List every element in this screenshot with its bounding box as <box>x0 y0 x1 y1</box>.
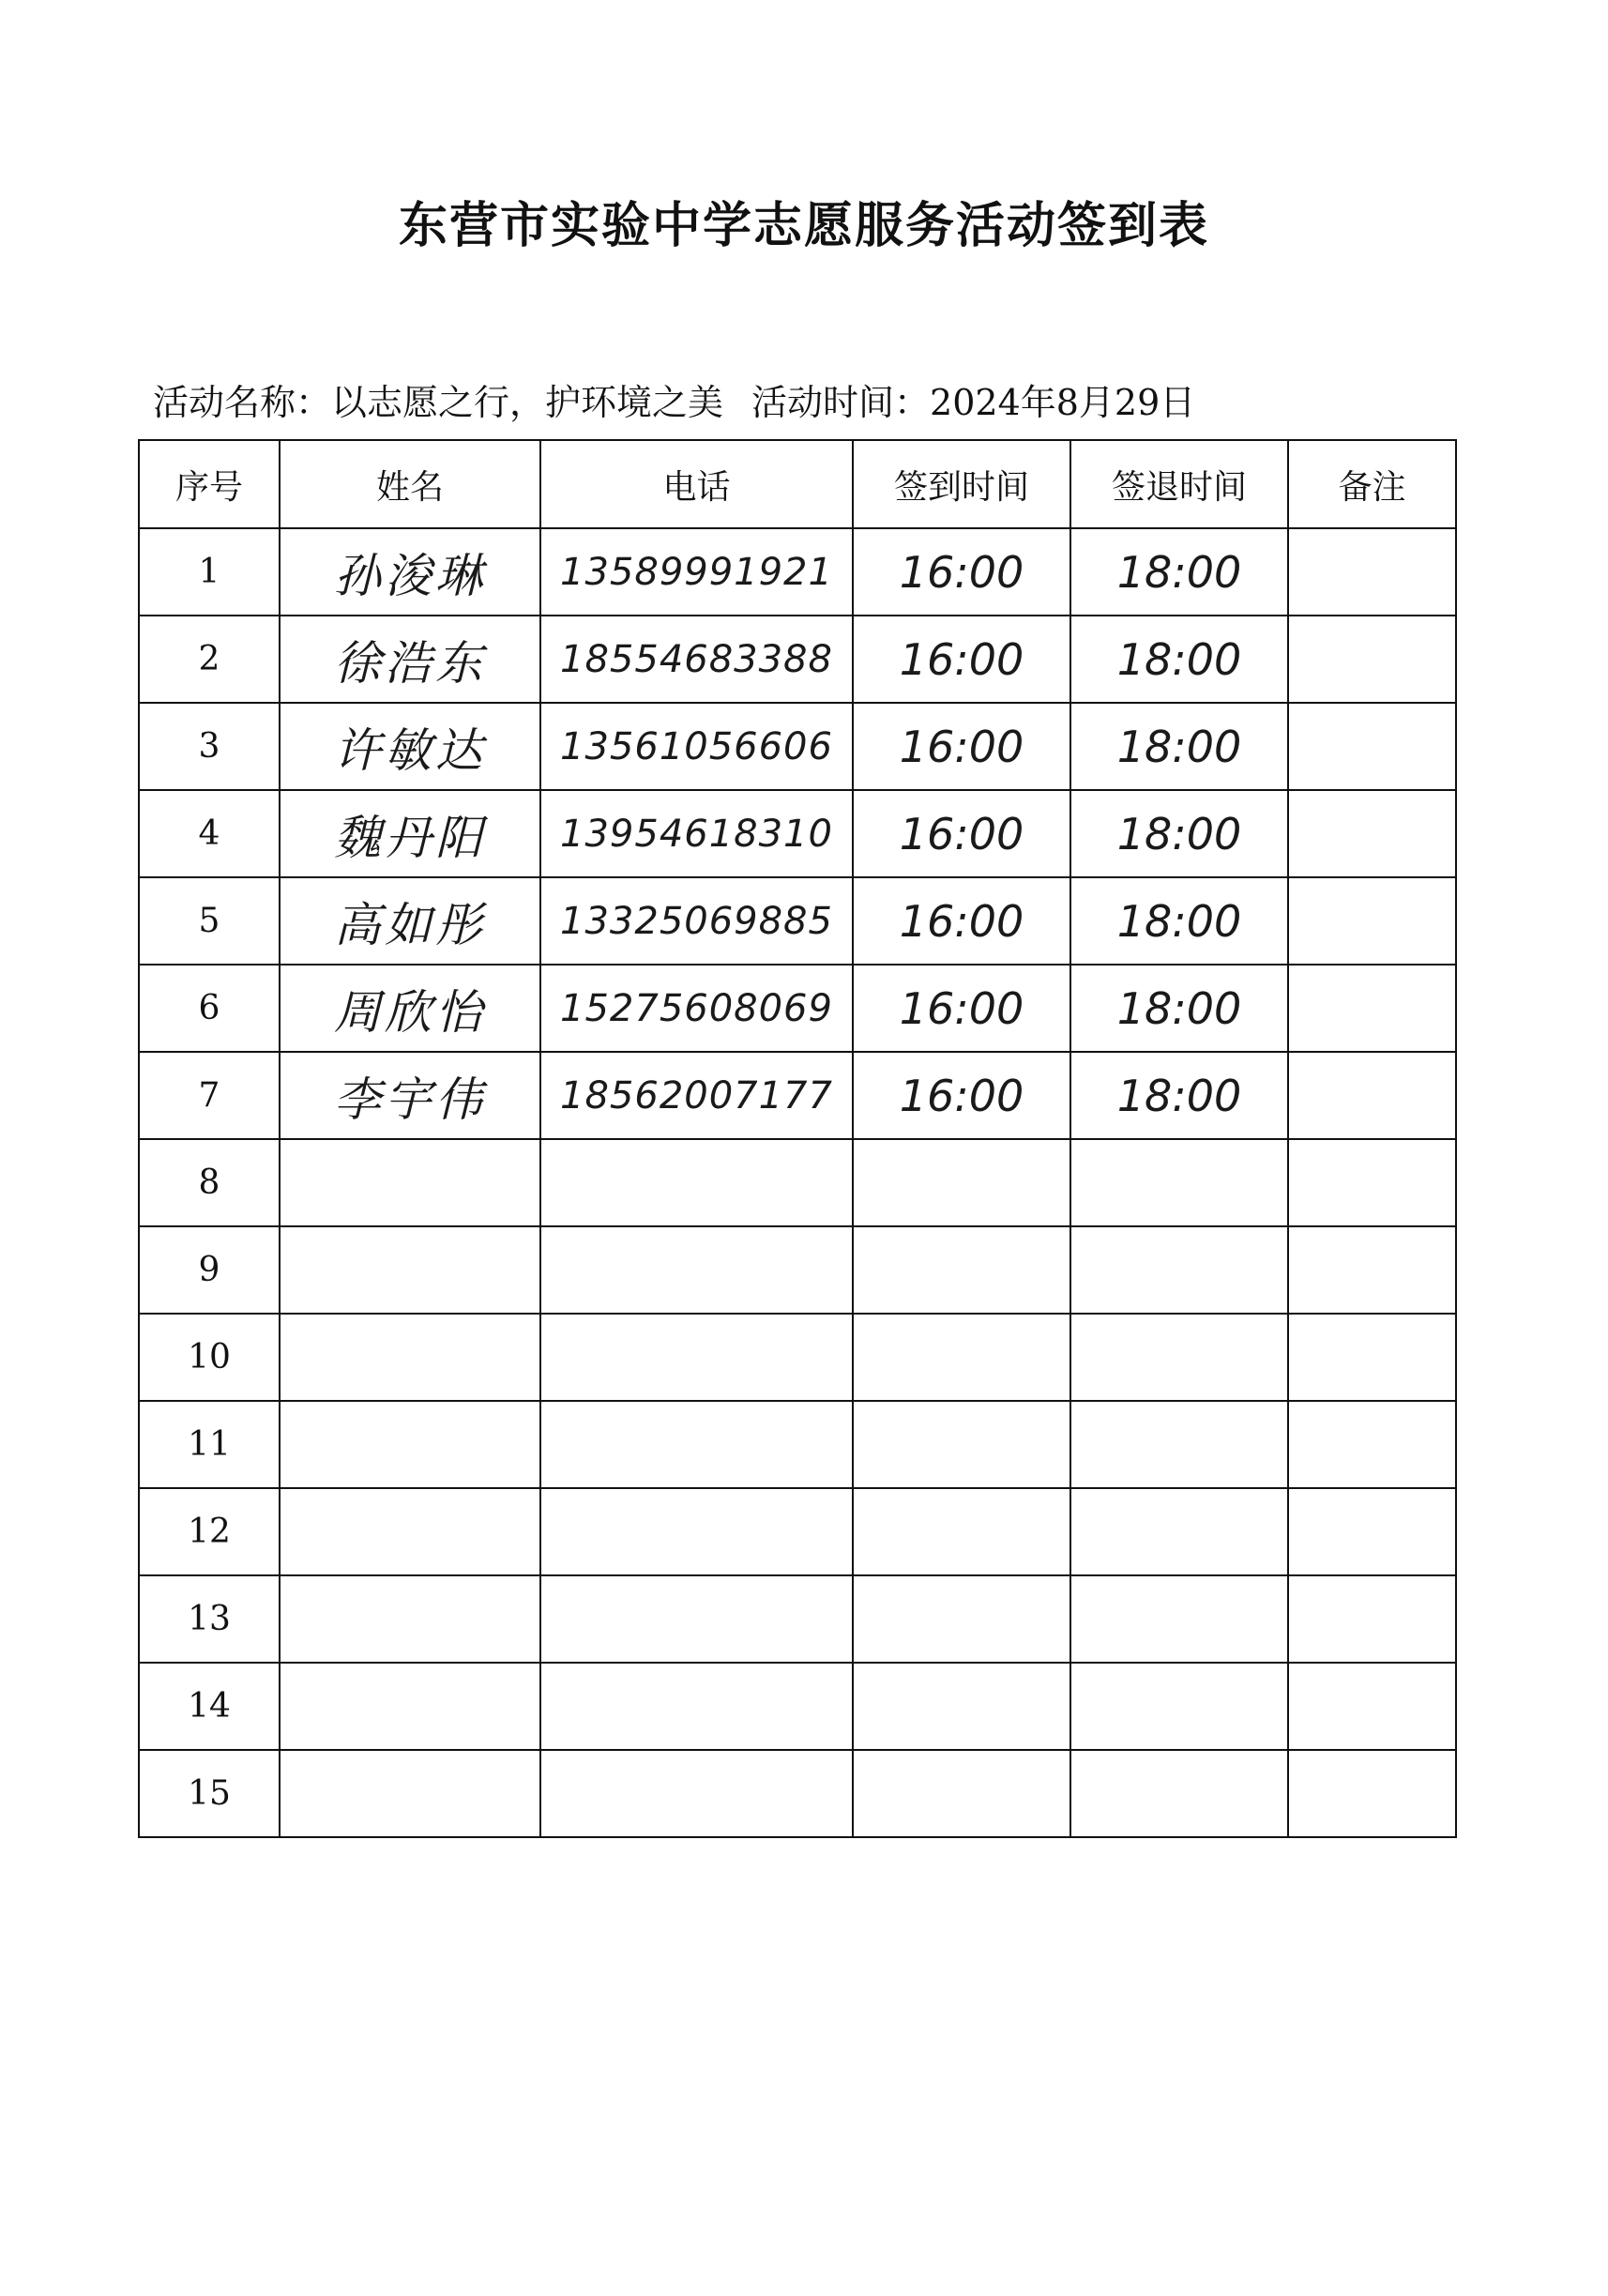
activity-time-label: 活动时间： <box>751 382 931 423</box>
cell-seq: 15 <box>139 1750 280 1837</box>
cell-checkout-time: 18:00 <box>1070 877 1288 965</box>
cell-phone: 18554683388 <box>540 616 853 703</box>
cell-phone: 15275608069 <box>540 965 853 1052</box>
cell-seq: 5 <box>139 877 280 965</box>
header-seq: 序号 <box>139 440 280 528</box>
cell-phone <box>540 1314 853 1401</box>
cell-name <box>280 1314 540 1401</box>
header-note: 备注 <box>1288 440 1456 528</box>
activity-name-label: 活动名称： <box>153 382 332 423</box>
header-row <box>139 440 1456 528</box>
cell-checkin-time <box>853 1139 1070 1226</box>
header-checkin: 签到时间 <box>853 440 1070 528</box>
cell-seq: 14 <box>139 1663 280 1750</box>
cell-checkin-time <box>853 1314 1070 1401</box>
cell-name: 徐浩东 <box>280 616 540 703</box>
table-row <box>139 703 1456 790</box>
cell-seq: 1 <box>139 528 280 616</box>
table-row <box>139 1401 1456 1488</box>
cell-checkin-time <box>853 1663 1070 1750</box>
cell-phone <box>540 1575 853 1663</box>
cell-note <box>1288 1663 1456 1750</box>
cell-checkout-time: 18:00 <box>1070 703 1288 790</box>
cell-note <box>1288 1052 1456 1139</box>
cell-checkout-time <box>1070 1139 1288 1226</box>
cell-checkin-time: 16:00 <box>853 877 1070 965</box>
table-row <box>139 1488 1456 1575</box>
cell-checkout-time: 18:00 <box>1070 965 1288 1052</box>
cell-name <box>280 1226 540 1314</box>
cell-checkout-time <box>1070 1575 1288 1663</box>
cell-name <box>280 1663 540 1750</box>
cell-note <box>1288 790 1456 877</box>
cell-seq: 12 <box>139 1488 280 1575</box>
cell-checkin-time <box>853 1575 1070 1663</box>
cell-checkout-time: 18:00 <box>1070 528 1288 616</box>
cell-seq: 2 <box>139 616 280 703</box>
form-title: 东营市实验中学志愿服务活动签到表 <box>398 198 1209 254</box>
cell-phone <box>540 1401 853 1488</box>
cell-checkin-time: 16:00 <box>853 616 1070 703</box>
cell-name: 魏丹阳 <box>280 790 540 877</box>
cell-seq: 3 <box>139 703 280 790</box>
cell-note <box>1288 1139 1456 1226</box>
cell-checkin-time: 16:00 <box>853 790 1070 877</box>
header-name: 姓名 <box>280 440 540 528</box>
cell-name <box>280 1750 540 1837</box>
cell-checkout-time: 18:00 <box>1070 1052 1288 1139</box>
cell-name: 李宇伟 <box>280 1052 540 1139</box>
header-phone: 电话 <box>540 440 853 528</box>
cell-checkout-time <box>1070 1750 1288 1837</box>
cell-name <box>280 1575 540 1663</box>
table-row <box>139 1052 1456 1139</box>
cell-seq: 7 <box>139 1052 280 1139</box>
cell-phone: 13589991921 <box>540 528 853 616</box>
cell-note <box>1288 703 1456 790</box>
activity-info <box>153 373 1195 425</box>
table-row <box>139 1314 1456 1401</box>
cell-phone <box>540 1663 853 1750</box>
cell-note <box>1288 965 1456 1052</box>
cell-checkout-time <box>1070 1401 1288 1488</box>
cell-checkin-time: 16:00 <box>853 703 1070 790</box>
table-row <box>139 616 1456 703</box>
table-row <box>139 1139 1456 1226</box>
cell-phone <box>540 1226 853 1314</box>
cell-checkin-time <box>853 1401 1070 1488</box>
cell-checkin-time <box>853 1226 1070 1314</box>
header-checkout: 签退时间 <box>1070 440 1288 528</box>
cell-phone: 13954618310 <box>540 790 853 877</box>
cell-seq: 10 <box>139 1314 280 1401</box>
cell-name: 高如彤 <box>280 877 540 965</box>
table-row <box>139 965 1456 1052</box>
cell-note <box>1288 616 1456 703</box>
cell-note <box>1288 1575 1456 1663</box>
cell-checkin-time: 16:00 <box>853 1052 1070 1139</box>
cell-checkout-time: 18:00 <box>1070 790 1288 877</box>
cell-name: 孙浚琳 <box>280 528 540 616</box>
cell-checkout-time <box>1070 1663 1288 1750</box>
cell-checkin-time <box>853 1488 1070 1575</box>
cell-checkout-time <box>1070 1226 1288 1314</box>
table-row <box>139 1575 1456 1663</box>
signin-table <box>138 439 1457 1838</box>
cell-checkin-time: 16:00 <box>853 528 1070 616</box>
cell-seq: 6 <box>139 965 280 1052</box>
table-row <box>139 1663 1456 1750</box>
cell-note <box>1288 1226 1456 1314</box>
cell-phone: 13561056606 <box>540 703 853 790</box>
cell-phone <box>540 1750 853 1837</box>
cell-seq: 13 <box>139 1575 280 1663</box>
activity-time-value: 2024年8月29日 <box>930 382 1196 423</box>
cell-phone <box>540 1488 853 1575</box>
cell-checkout-time <box>1070 1488 1288 1575</box>
cell-name: 许敏达 <box>280 703 540 790</box>
cell-name: 周欣怡 <box>280 965 540 1052</box>
cell-note <box>1288 1488 1456 1575</box>
cell-checkout-time <box>1070 1314 1288 1401</box>
cell-seq: 9 <box>139 1226 280 1314</box>
cell-seq: 4 <box>139 790 280 877</box>
cell-name <box>280 1488 540 1575</box>
cell-phone: 18562007177 <box>540 1052 853 1139</box>
cell-name <box>280 1401 540 1488</box>
cell-note <box>1288 528 1456 616</box>
cell-seq: 11 <box>139 1401 280 1488</box>
cell-seq: 8 <box>139 1139 280 1226</box>
activity-name-value: 以志愿之行，护环境之美 <box>331 382 724 423</box>
cell-phone <box>540 1139 853 1226</box>
cell-name <box>280 1139 540 1226</box>
table-row <box>139 790 1456 877</box>
table-row <box>139 1226 1456 1314</box>
cell-note <box>1288 1401 1456 1488</box>
table-row <box>139 528 1456 616</box>
table-row <box>139 877 1456 965</box>
cell-checkin-time: 16:00 <box>853 965 1070 1052</box>
cell-phone: 13325069885 <box>540 877 853 965</box>
table-row <box>139 1750 1456 1837</box>
cell-note <box>1288 877 1456 965</box>
cell-note <box>1288 1314 1456 1401</box>
cell-checkin-time <box>853 1750 1070 1837</box>
cell-checkout-time: 18:00 <box>1070 616 1288 703</box>
cell-note <box>1288 1750 1456 1837</box>
